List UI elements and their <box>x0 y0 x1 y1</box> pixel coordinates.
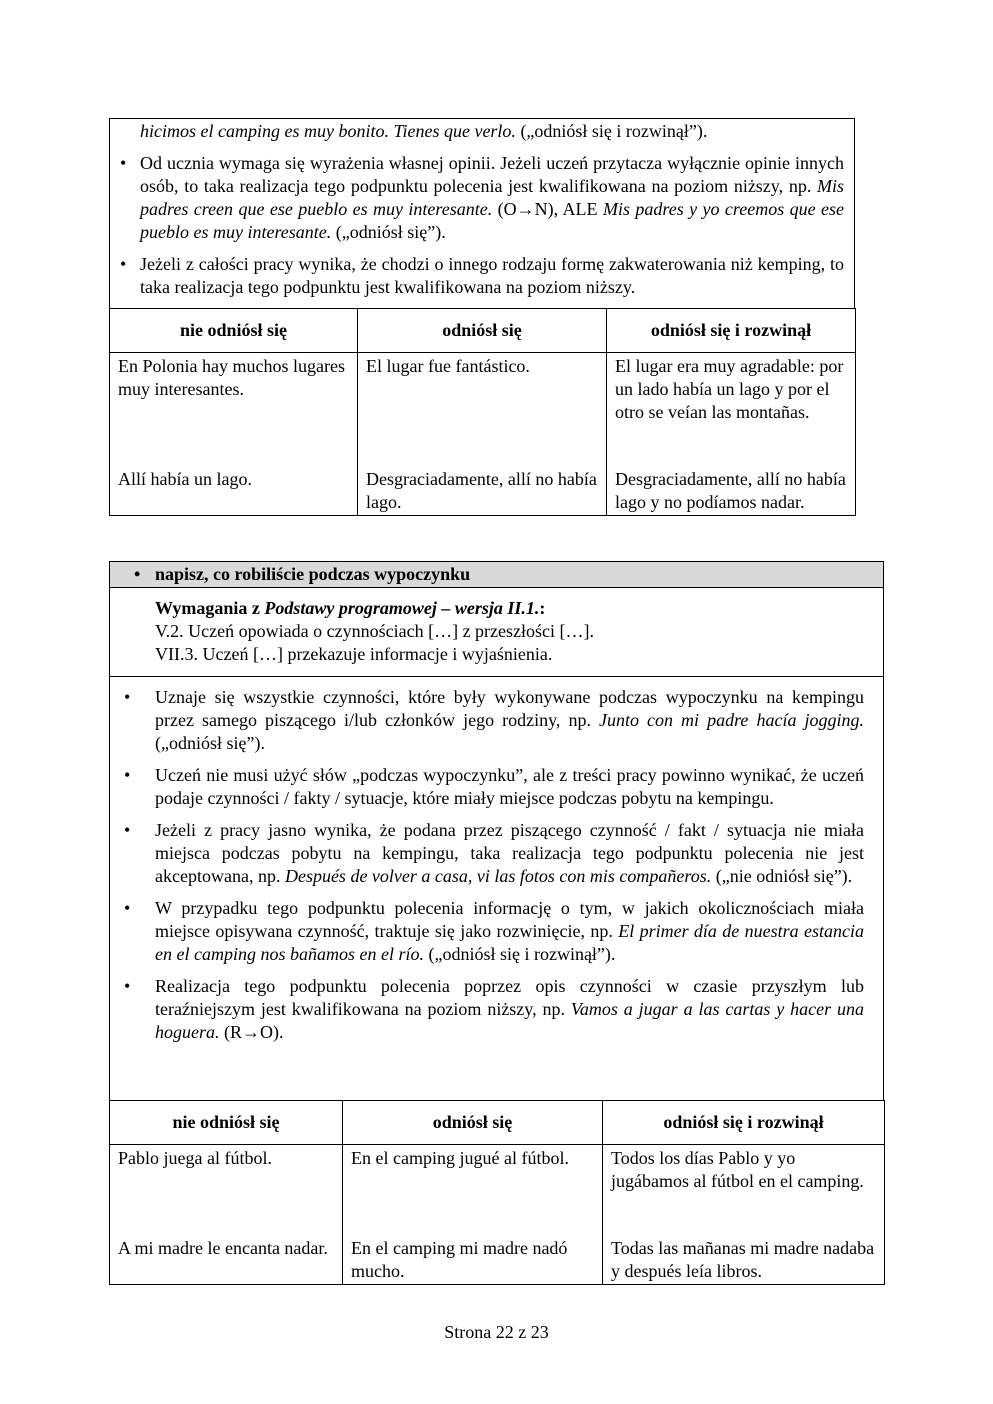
continuation-line <box>118 120 844 143</box>
example-italic: hicimos el camping es muy bonito. Tienes que verlo. <box>140 121 516 141</box>
requirements-title: Wymagania z Podstawy programowej – wersja II.1.: <box>155 598 546 618</box>
text-run: Od ucznia wymaga się wyrażenia własnej opinii. Jeżeli uczeń przytacza wyłącznie opinie innych osób, to taka realizacja tego podpunktu polecenia jest kwalifikowana na poziom niższy, np. <box>140 153 844 196</box>
criteria-notes-block-1 <box>109 118 855 309</box>
header-cell: odniósł się i rozwinął <box>603 1101 885 1145</box>
text-run: Uznaje się wszystkie czynności, które były wykonywane podczas wypoczynku na kempingu przez samego piszącego i/lub członków jego rodziny, np. <box>155 687 864 730</box>
example-italic: Mis padres creen que ese pueblo es muy interesante. <box>140 176 844 219</box>
task-point-header <box>109 561 884 588</box>
requirements-box <box>109 587 884 677</box>
table-row <box>110 1145 885 1285</box>
text-run: Jeżeli z całości pracy wynika, że chodzi o innego rodzaju formę zakwaterowania niż kemping, to taka realizacja tego podpunktu jest kwalifikowana na poziom niższy. <box>140 254 844 297</box>
example-italic: Después de volver a casa, vi las fotos con mis compañeros. <box>284 866 712 886</box>
example-italic: Vamos a jugar a las cartas y hacer una hoguera. <box>155 999 864 1042</box>
task-point-title: • napisz, co robiliście podczas wypoczynku <box>134 564 471 584</box>
table-row <box>110 353 856 516</box>
requirement-line: VII.3. Uczeń […] przekazuje informacje i wyjaśnienia. <box>155 644 553 664</box>
example-verdict: („odniósł się i rozwinął”). <box>515 121 708 141</box>
header-cell: odniósł się i rozwinął <box>607 309 856 353</box>
table-cell: El lugar era muy agradable: por un lado había un lago y por el otro se veían las montañas. Desgraciadamente, allí no había lago y no podíamos nadar. <box>607 353 856 516</box>
list-item <box>118 152 844 244</box>
example-italic: El primer día de nuestra estancia en el camping nos bañamos en el río. <box>155 921 864 964</box>
list-item <box>118 686 864 755</box>
table-header-row <box>110 1101 885 1145</box>
header-cell: odniósł się <box>358 309 607 353</box>
text-run: („odniósł się”). <box>331 222 446 242</box>
text-run: W przypadku tego podpunktu polecenia informację o tym, w jakich okolicznościach miała miejsce opisywana czynność, traktuje się jako rozwinięcie, np. <box>155 898 864 941</box>
table-cell: Todos los días Pablo y yo jugábamos al fútbol en el camping. Todas las mañanas mi madre nadaba y después leía libros. <box>603 1145 885 1285</box>
table-cell: Pablo juega al fútbol. A mi madre le encanta nadar. <box>110 1145 343 1285</box>
table-cell: En el camping jugué al fútbol. En el camping mi madre nadó mucho. <box>343 1145 603 1285</box>
table-cell: En Polonia hay muchos lugares muy interesantes. Allí había un lago. <box>110 353 358 516</box>
examples-table-1 <box>109 308 856 516</box>
header-cell: odniósł się <box>343 1101 603 1145</box>
text-run: Jeżeli z pracy jasno wynika, że podana przez piszącego czynność / fakt / sytuacja nie miała miejsca podczas pobytu na kempingu, taka realizacja tego podpunktu polecenia nie jest akceptowana, np. <box>155 820 864 886</box>
text-run: (O→N), ALE <box>492 199 603 219</box>
table-header-row <box>110 309 856 353</box>
list-item <box>118 819 864 888</box>
requirement-line: V.2. Uczeń opowiada o czynnościach […] z przeszłości […]. <box>155 621 595 641</box>
table-cell: El lugar fue fantástico. Desgraciadamente, allí no había lago. <box>358 353 607 516</box>
page-number: Strona 22 z 23 <box>444 1322 549 1342</box>
list-item <box>118 975 864 1044</box>
example-italic: Mis padres y yo creemos que ese pueblo es muy interesante. <box>140 199 845 242</box>
list-item <box>118 253 844 299</box>
criteria-notes-block-2 <box>109 676 884 1101</box>
list-item <box>118 764 864 810</box>
list-item <box>118 897 864 966</box>
header-cell: nie odniósł się <box>110 1101 343 1145</box>
text-run: Realizacja tego podpunktu polecenia poprzez opis czynności w czasie przyszłym lub teraźniejszym jest kwalifikowana na poziom niższy, np. <box>155 976 864 1019</box>
example-italic: Junto con mi padre hacía jogging. <box>599 710 864 730</box>
examples-table-2 <box>109 1100 885 1285</box>
text-run: („odniósł się i rozwinął”). <box>423 944 616 964</box>
notes-list <box>118 152 844 299</box>
text-run: (R→O). <box>219 1022 284 1042</box>
header-cell: nie odniósł się <box>110 309 358 353</box>
text-run: („odniósł się”). <box>155 733 265 753</box>
text-run: („nie odniósł się”). <box>711 866 853 886</box>
text-run: Uczeń nie musi użyć słów „podczas wypoczynku”, ale z treści pracy powinno wynikać, że uczeń podaje czynności / fakty / sytuacje, które miały miejsce podczas pobytu na kempingu. <box>155 765 864 808</box>
notes-list <box>118 686 864 1044</box>
